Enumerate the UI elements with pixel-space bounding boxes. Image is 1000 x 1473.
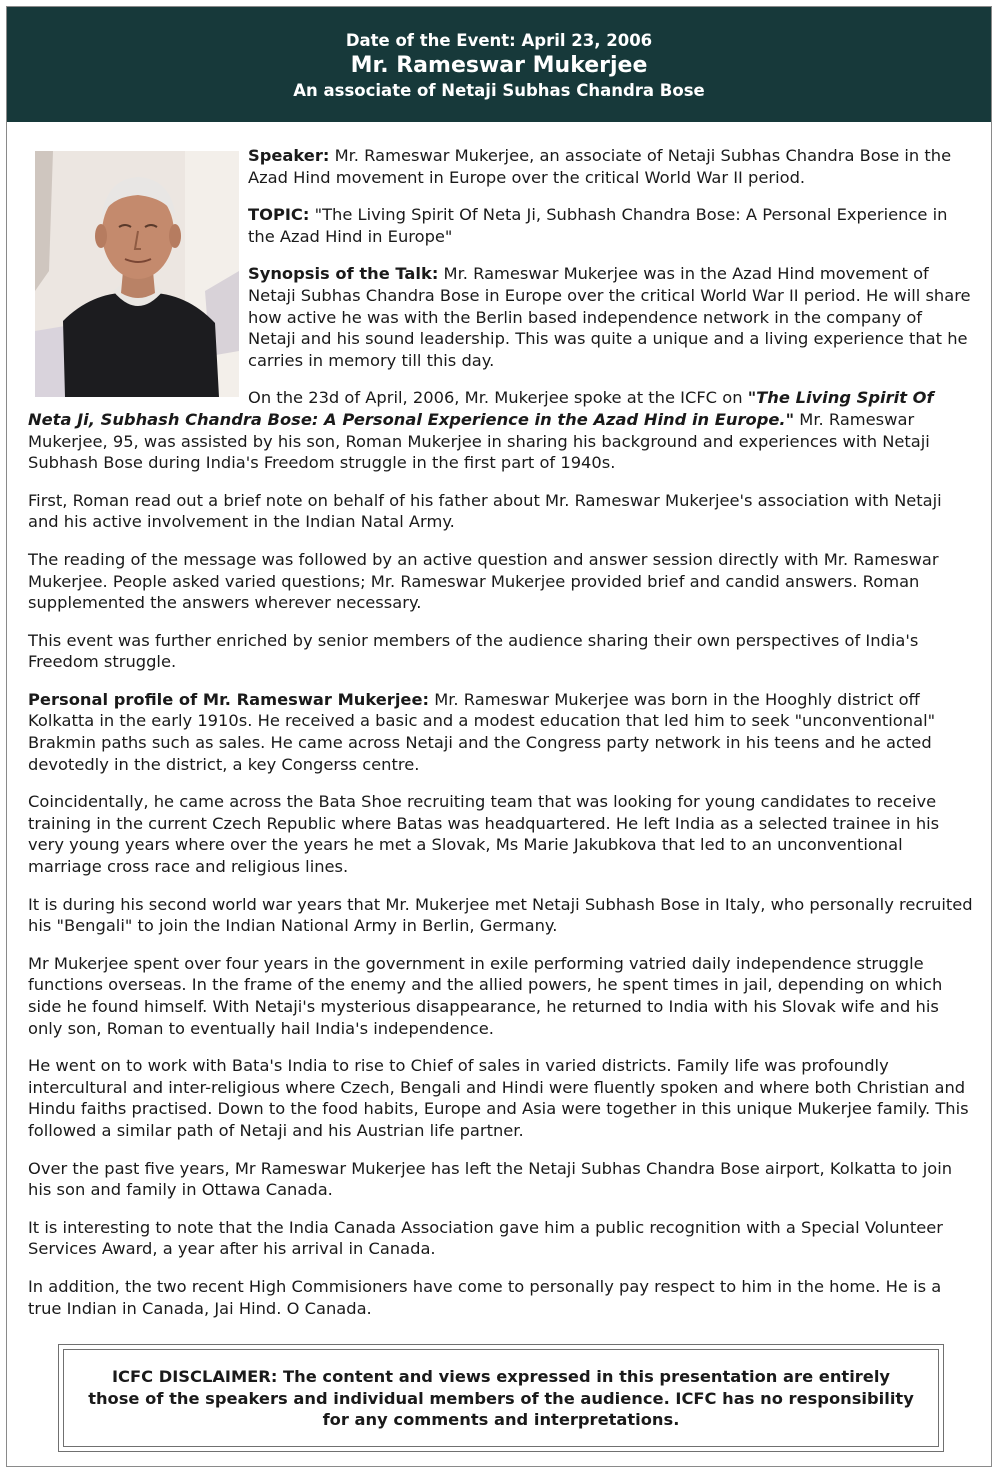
- article-body: [28, 145, 974, 1335]
- audience-paragraph: This event was further enriched by senior members of the audience sharing their own perspectives of India's Freedom struggle.: [28, 630, 919, 672]
- qa-paragraph: The reading of the message was followed by an active question and answer session directly with Mr. Rameswar Mukerjee. People asked varied questions; Mr. Rameswar Mukerjee provided brief and candid answers. Roman supplemented the answers wherever necessary.: [28, 549, 939, 613]
- synopsis-label: Synopsis of the Talk:: [248, 264, 439, 284]
- speaker-subtitle: An associate of Netaji Subhas Chandra Bose: [293, 81, 705, 100]
- speaker-photo: [35, 151, 239, 397]
- disclaimer-box: [58, 1344, 944, 1452]
- event-header: [7, 7, 991, 122]
- family-paragraph: He went on to work with Bata's India to rise to Chief of sales in varied districts. Family life was profoundly intercultural and inter-religious where Czech, Bengali and Hindi were fluently spoken and where both Christian and Hindu faiths practised. Down to the food habits, Europe and Asia were together in this unique Mukerjee family. This followed a similar path of Netaji and his Austrian life partner.: [28, 1056, 969, 1140]
- award-paragraph: It is interesting to note that the India Canada Association gave him a public recognition with a Special Volunteer Services Award, a year after his arrival in Canada.: [28, 1217, 943, 1259]
- bata-paragraph: Coincidentally, he came across the Bata Shoe recruiting team that was looking for young candidates to receive training in the current Czech Republic where Batas was headquartered. He left India as a selected trainee in his very young years where over the years he met a Slovak, Ms Marie Jakubkova that led to an unconventional marriage cross race and religious lines.: [28, 792, 940, 877]
- synopsis-text: Mr. Rameswar Mukerjee was in the Azad Hind movement of Netaji Subhas Chandra Bose in Europe over the critical World War II period. He will share how active he was with the Berlin based independence network in the company of Netaji and his sound leadership. This was quite a unique and a living experience that he carries in memory till this day.: [248, 264, 971, 370]
- topic-text: "The Living Spirit Of Neta Ji, Subhash Chandra Bose: A Personal Experience in the Azad Hind in Europe": [248, 205, 948, 246]
- speaker-name-title: Mr. Rameswar Mukerjee: [350, 53, 648, 78]
- talk-title: "The Living Spirit Of Neta Ji, Subhash Chandra Bose: A Personal Experience in the Azad Hind in Europe.": [28, 388, 934, 429]
- profile-label: Personal profile of Mr. Rameswar Mukerjee:: [28, 689, 430, 709]
- event-date: Date of the Event: April 23, 2006: [345, 31, 653, 50]
- speaker-label: Speaker:: [248, 146, 330, 165]
- event-paragraph: [28, 387, 974, 473]
- profile-text: Mr. Rameswar Mukerjee was born in the Hooghly district off Kolkatta in the early 1910s. He received a basic and a modest education that led him to seek "unconventional" Brakmin paths such as sales. He came across Netaji and the Congress party network in his teens and he acted devotedly in the district, a key Congerss centre.: [28, 689, 936, 774]
- ottawa-paragraph: Over the past five years, Mr Rameswar Mukerjee has left the Netaji Subhas Chandra Bose airport, Kolkatta to join his son and family in Ottawa Canada.: [28, 1158, 953, 1200]
- war-years-paragraph: It is during his second world war years that Mr. Mukerjee met Netaji Subhash Bose in Italy, who personally recruited his "Bengali" to join the Indian National Army in Berlin, Germany.: [28, 894, 973, 936]
- profile-paragraph: [28, 689, 974, 775]
- reading-paragraph: First, Roman read out a brief note on behalf of his father about Mr. Rameswar Mukerjee's association with Netaji and his active involvement in the Indian Natal Army.: [28, 490, 942, 532]
- exile-paragraph: Mr Mukerjee spent over four years in the government in exile performing vatried daily independence struggle functions overseas. In the frame of the enemy and the allied powers, he spent times in jail, depending on which side he found himself. With Netaji's mysterious disappearance, he returned to India with his Slovak wife and his only son, Roman to eventually hail India's independence.: [28, 953, 943, 1038]
- topic-label: TOPIC:: [248, 205, 310, 225]
- disclaimer-text: ICFC DISCLAIMER: The content and views expressed in this presentation are entirely those of the speakers and individual members of the audience. ICFC has no responsibility for any comments and interpretations.: [63, 1349, 939, 1447]
- event-text-after: Mr. Rameswar Mukerjee, 95, was assisted by his son, Roman Mukerjee in sharing his background and experiences with Netaji Subhash Bose during India's Freedom struggle in the first part of 1940s.: [28, 409, 930, 473]
- page-frame: [6, 6, 992, 1467]
- closing-paragraph: In addition, the two recent High Commisioners have come to personally pay respect to him in the home. He is a true Indian in Canada, Jai Hind. O Canada.: [28, 1276, 942, 1318]
- speaker-text: Mr. Rameswar Mukerjee, an associate of Netaji Subhas Chandra Bose in the Azad Hind movement in Europe over the critical World War II period.: [248, 146, 952, 187]
- event-text-before: On the 23d of April, 2006, Mr. Mukerjee spoke at the ICFC on: [248, 388, 748, 408]
